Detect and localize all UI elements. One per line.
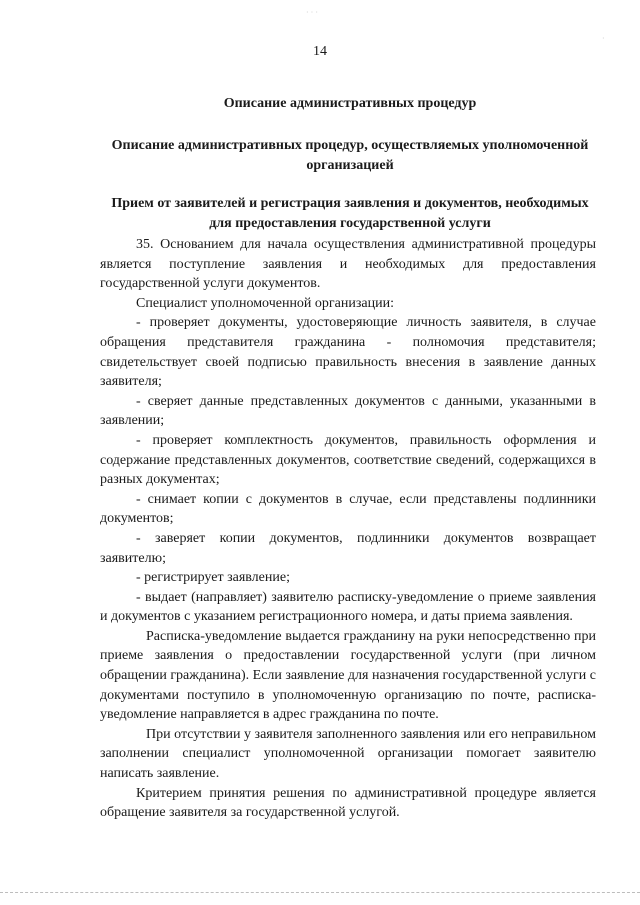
- page-bottom-rule: [0, 892, 640, 893]
- document-body: [100, 235, 596, 823]
- scan-artifact-mark: · · ·: [306, 8, 318, 17]
- receipt-paragraph: Расписка-уведомление выдается гражданину на руки непосредственно при приеме заявления о предоставлении государственной услуги (при личном обращении гражданина). Если заявление для назначения государственной услуги с документами поступило в уполномоченную организацию по почте, расписка-уведомление направляется в адрес гражданина по почте.: [100, 628, 596, 723]
- section-heading: Описание административных процедур: [223, 96, 477, 111]
- criterion-paragraph: Критерием принятия решения по административной процедуре является обращение заявителя за государственной услугой.: [100, 785, 596, 821]
- list-item: - регистрирует заявление;: [136, 570, 290, 586]
- scan-artifact-mark: ·: [602, 34, 605, 43]
- list-item: - заверяет копии документов, подлинники документов возвращает заявителю;: [100, 530, 596, 566]
- specialist-intro: Специалист уполномоченной организации:: [136, 295, 394, 311]
- assistance-paragraph: При отсутствии у заявителя заполненного заявления или его неправильном заполнении специалист уполномоченной организации помогает заявителю написать заявление.: [100, 726, 596, 782]
- list-item: - сверяет данные представленных документов с данными, указанными в заявлении;: [100, 393, 596, 429]
- list-item: - проверяет комплектность документов, правильность оформления и содержание представленных документов, соответствие сведений, содержащихся в разных документах;: [100, 432, 596, 488]
- list-item: - выдает (направляет) заявителю расписку-уведомление о приеме заявления и документов с указанием регистрационного номера, и даты приема заявления.: [100, 589, 596, 625]
- subsection-heading: Описание административных процедур, осуществляемых уполномоченной организацией: [111, 138, 589, 173]
- list-item: - снимает копии с документов в случае, если представлены подлинники документов;: [100, 491, 596, 527]
- procedure-heading: Прием от заявителей и регистрация заявления и документов, необходимых для предоставления государственной услуги: [111, 196, 589, 231]
- page-number: 14: [313, 44, 327, 59]
- paragraph-35: 35. Основанием для начала осуществления административной процедуры является поступление заявления и необходимых для предоставления государственной услуги документов.: [100, 237, 596, 292]
- list-item: - проверяет документы, удостоверяющие личность заявителя, в случае обращения представителя гражданина - полномочия представителя; свидетельствует своей подписью правильность внесения в заявление данных заявителя;: [100, 315, 596, 390]
